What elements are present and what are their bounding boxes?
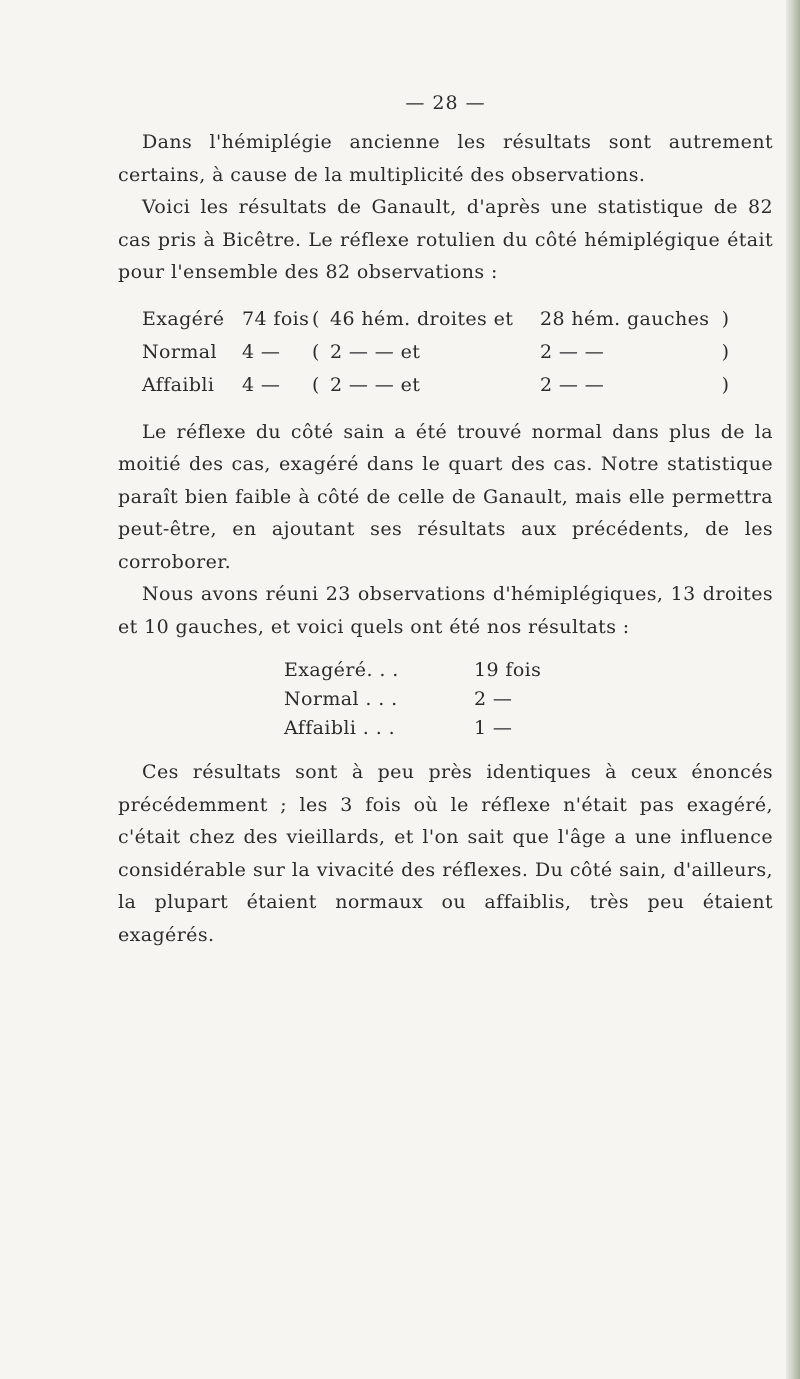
- row-right-hemi: 2 — — et: [330, 374, 421, 396]
- our-row-affaibli: [284, 713, 541, 742]
- ganault-results-table: [142, 303, 729, 402]
- our-row-normal: [284, 684, 541, 713]
- close-paren: ): [721, 374, 730, 396]
- row-left-hemi: 28 hém. gauches: [540, 308, 710, 330]
- open-paren: (: [312, 341, 320, 363]
- row-label: Exagéré. . .: [284, 658, 399, 681]
- row-label: Affaibli: [142, 374, 215, 396]
- our-results-table: [284, 655, 541, 742]
- paragraph-cote-sain: Le réflexe du côté sain a été trouvé normal dans plus de la moitié des cas, exagéré dans le quart des cas. Notre statistique paraît bien faible à côté de celle de Ganault, mais elle permettra peut-être, en ajoutant ses résultats aux précédents, de les corroborer.: [118, 420, 773, 573]
- row-right-hemi: 2 — — et: [330, 341, 421, 363]
- row-label: Affaibli . . .: [284, 716, 396, 739]
- paragraph-ganault-statistique: Voici les résultats de Ganault, d'après une statistique de 82 cas pris à Bicêtre. Le réflexe rotulien du côté hémiplégique était pour l'ensemble des 82 observations :: [118, 196, 773, 283]
- row-value: 2 —: [474, 687, 513, 710]
- ganault-row-normal: [142, 336, 729, 369]
- our-row-exagere: [284, 655, 541, 684]
- open-paren: (: [312, 308, 320, 330]
- book-page: [118, 92, 773, 951]
- paragraph-conclusion: Ces résultats sont à peu près identiques à ceux énoncés précédemment ; les 3 fois où le réflexe n'était pas exagéré, c'était chez des vieillards, et l'on sait que l'âge a une influence considérable sur la vivacité des réflexes. Du côté sain, d'ailleurs, la plupart étaient normaux ou affaiblis, très peu étaient exagérés.: [118, 761, 773, 946]
- row-count: 4 —: [242, 341, 281, 363]
- scan-edge: [786, 0, 800, 1379]
- close-paren: ): [721, 308, 730, 330]
- paragraph-hemiplegie-ancienne: Dans l'hémiplégie ancienne les résultats sont autrement certains, à cause de la multiplicité des observations.: [118, 131, 773, 186]
- row-value: 19 fois: [474, 658, 542, 681]
- row-count: 74 fois: [242, 308, 310, 330]
- row-label: Normal: [142, 341, 217, 363]
- row-count: 4 —: [242, 374, 281, 396]
- close-paren: ): [721, 341, 730, 363]
- row-value: 1 —: [474, 716, 513, 739]
- row-label: Exagéré: [142, 308, 225, 330]
- ganault-row-affaibli: [142, 369, 729, 402]
- page-number: — 28 —: [405, 92, 486, 114]
- row-label: Normal . . .: [284, 687, 398, 710]
- row-right-hemi: 46 hém. droites et: [330, 308, 514, 330]
- row-left-hemi: 2 — —: [540, 374, 605, 396]
- row-left-hemi: 2 — —: [540, 341, 605, 363]
- ganault-row-exagere: [142, 303, 729, 336]
- paragraph-nos-observations: Nous avons réuni 23 observations d'hémiplégiques, 13 droites et 10 gauches, et voici quels ont été nos résultats :: [118, 583, 773, 638]
- open-paren: (: [312, 374, 320, 396]
